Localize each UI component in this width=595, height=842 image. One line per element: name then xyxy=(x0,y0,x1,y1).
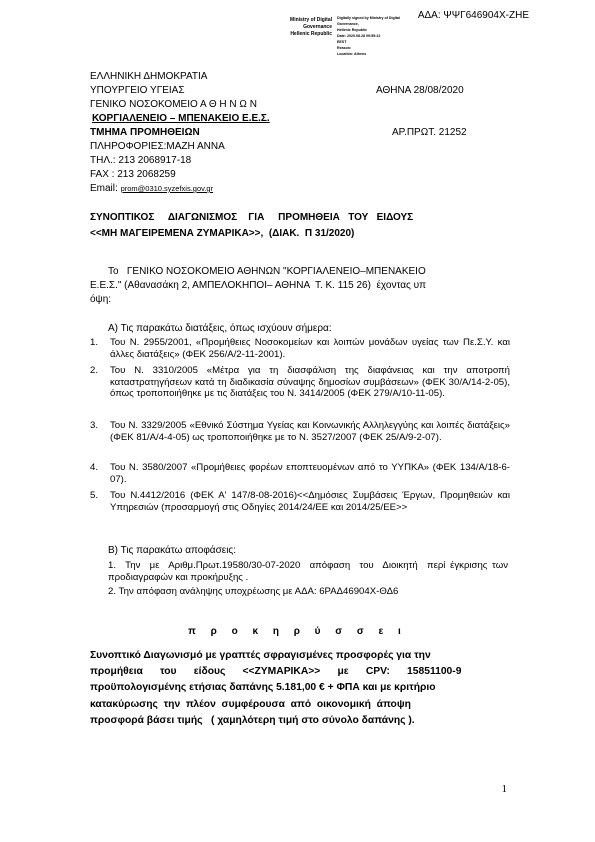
email-address[interactable]: prom@0310.syzefxis.gov.gr xyxy=(120,184,214,193)
law-item-text: Του Ν. 2955/2001, «Προμήθειες Νοσοκομείων και λοιπών μονάδων υγείας των Πε.Σ.Υ. και άλλες διατάξεις» (ΦΕΚ 256/Α/2-11-2001). xyxy=(110,337,510,360)
law-item xyxy=(90,462,510,485)
final-paragraph-line-1: Συνοπτικό Διαγωνισμό με γραπτές σφραγισμένες προσφορές για την xyxy=(90,650,431,661)
page-number: 1 xyxy=(501,783,507,795)
intro-line-1: Το ΓΕΝΙΚΟ ΝΟΣΟΚΟΜΕΙΟ ΑΘΗΝΩΝ "ΚΟΡΓΙΑΛΕΝΕΙΟ–ΜΠΕΝΑΚΕΙΟ xyxy=(108,266,426,277)
email-row xyxy=(90,183,213,195)
law-item-number: 2. xyxy=(90,365,99,376)
phone-number: ΤΗΛ.: 213 2068917-18 xyxy=(90,155,192,166)
law-item-text: Του Ν. 3329/2005 «Εθνικό Σύστημα Υγείας και Κοινωνικής Αλληλεγγύης και λοιπές διατάξεις» (ΦΕΚ 81/Α/4-4-05) ως τροποποιήθηκε με το Ν. 3527/2007 (ΦΕΚ 25/Α/9-2-07). xyxy=(110,420,510,443)
section-a-heading: Α) Τις παρακάτω διατάξεις, όπως ισχύουν σήμερα: xyxy=(108,323,332,334)
ada-code: ΑΔΑ: ΨΨΓ646904Χ-ΖΗΕ xyxy=(417,10,529,21)
proclaim-heading: π ρ ο κ η ρ ύ σ σ ε ι xyxy=(188,626,407,637)
law-item xyxy=(90,337,510,360)
law-item-text: Του Ν. 3580/2007 «Προμήθειες φορέων εποπτευομένων από το ΥΥΠΚΑ» (ΦΕΚ 134/Α/18-6-07). xyxy=(110,462,510,485)
signature-detail-line-5: EEST xyxy=(337,40,347,44)
law-item-text: Του Ν. 3310/2005 «Μέτρα για τη διασφάλιση της διαφάνειας και την αποτροπή καταστρατηγήσεων κατά τη διαδικασία σύναψης δημοσίων συμβάσεων» (ΦΕΚ 30/Α/14-2-05), όπως τροποποιήθηκε με τις διατάξεις του Ν. 3414/2005 (ΦΕΚ 279/Α/10-11-05). xyxy=(110,365,510,399)
final-paragraph-line-5: προσφορά βάσει τιμής ( χαμηλότερη τιμή στο σύνολο δαπάνης ). xyxy=(90,715,415,726)
department-name: ΤΜΗΜΑ ΠΡΟΜΗΘΕΙΩΝ xyxy=(90,127,200,138)
ministry-heading: ΥΠΟΥΡΓΕΙΟ ΥΓΕΙΑΣ xyxy=(90,85,185,96)
email-label: Email: xyxy=(90,183,118,194)
law-item-number: 4. xyxy=(90,462,99,473)
intro-line-2: Ε.Ε.Σ." (Αθανασάκη 2, ΑΜΠΕΛΟΚΗΠΟΙ– ΑΘΗΝΑ Τ. Κ. 115 26) έχοντας υπ xyxy=(90,280,427,291)
hospital-name: ΚΟΡΓΙΑΛΕΝΕΙΟ – ΜΠΕΝΑΚΕΙΟ Ε.Ε.Σ. xyxy=(92,113,270,124)
signature-detail-line-6: Reason: xyxy=(337,46,352,50)
final-paragraph-line-3: προϋπολογισμένης ετήσιας δαπάνης 5.181,00 € + ΦΠΑ και με κριτήριο xyxy=(90,682,436,693)
law-item xyxy=(90,420,510,443)
contact-person: ΠΛΗΡΟΦΟΡΙΕΣ:ΜΑΖΗ ΑΝΝΑ xyxy=(90,141,225,152)
document-date: ΑΘΗΝΑ 28/08/2020 xyxy=(376,85,464,96)
subject-line-1: ΣΥΝΟΠΤΙΚΟΣ ΔΙΑΓΩΝΙΣΜΟΣ ΓΙΑ ΠΡΟΜΗΘΕΙΑ ΤΟΥ ΕΙΔΟΥΣ xyxy=(90,212,414,223)
hospital-heading: ΓΕΝΙΚΟ ΝΟΣΟΚΟΜΕΙΟ Α Θ Η Ν Ω Ν xyxy=(90,99,257,110)
decision-item-1: 1. Την με Αριθμ.Πρωτ.19580/30-07-2020 απόφαση του Διοικητή περί έγκρισης των προδιαγραφών και προκήρυξης . xyxy=(108,560,511,583)
signature-issuer-line-2: Governance xyxy=(303,24,332,30)
law-item xyxy=(90,365,510,400)
signature-detail-line-1: Digitally signed by Ministry of Digital xyxy=(337,16,400,20)
law-item xyxy=(90,490,510,513)
signature-detail-line-7: Location: Athens xyxy=(337,52,367,56)
decision-item-2: 2. Την απόφαση ανάληψης υποχρέωσης με ΑΔΑ: 6ΡΑΔ46904Χ-ΘΔ6 xyxy=(108,586,399,597)
signature-detail-line-4: Date: 2020.08.28 09:55:22 xyxy=(337,34,381,38)
signature-issuer-line-3: Hellenic Republic xyxy=(290,31,332,37)
signature-detail-line-3: Hellenic Republic xyxy=(337,28,367,32)
section-b-heading: Β) Τις παρακάτω αποφάσεις: xyxy=(108,545,237,556)
final-paragraph-line-2: προμήθεια του είδους <<ΖΥΜΑΡΙΚΑ>> με CPV: 15851100-9 xyxy=(90,666,462,677)
law-item-number: 5. xyxy=(90,490,99,501)
law-item-number: 1. xyxy=(90,337,99,348)
final-paragraph-line-4: κατακύρωσης την πλέον συμφέρουσα από οικονομική άποψη xyxy=(90,699,411,710)
protocol-number: ΑΡ.ΠΡΩΤ. 21252 xyxy=(392,127,467,138)
law-item-text: Του Ν.4412/2016 (ΦΕΚ Α' 147/8-08-2016)<<Δημόσιες Συμβάσεις Έργων, Προμηθειών και Υπηρεσιών (προσαρμογή στις Οδηγίες 2014/24/ΕΕ και 2014/25/ΕΕ>> xyxy=(110,490,510,513)
signature-issuer-line-1: Ministry of Digital xyxy=(290,17,332,23)
subject-line-2: <<ΜΗ ΜΑΓΕΙΡΕΜΕΝΑ ΖΥΜΑΡΙΚΑ>>, (ΔΙΑΚ. Π 31/2020) xyxy=(90,228,355,239)
republic-heading: ΕΛΛΗΝΙΚΗ ΔΗΜΟΚΡΑΤΙΑ xyxy=(90,71,208,82)
fax-number: FAX : 213 2068259 xyxy=(90,169,176,180)
intro-line-3: όψη: xyxy=(90,294,112,305)
law-item-number: 3. xyxy=(90,420,99,431)
signature-detail-line-2: Governance, xyxy=(337,22,359,26)
